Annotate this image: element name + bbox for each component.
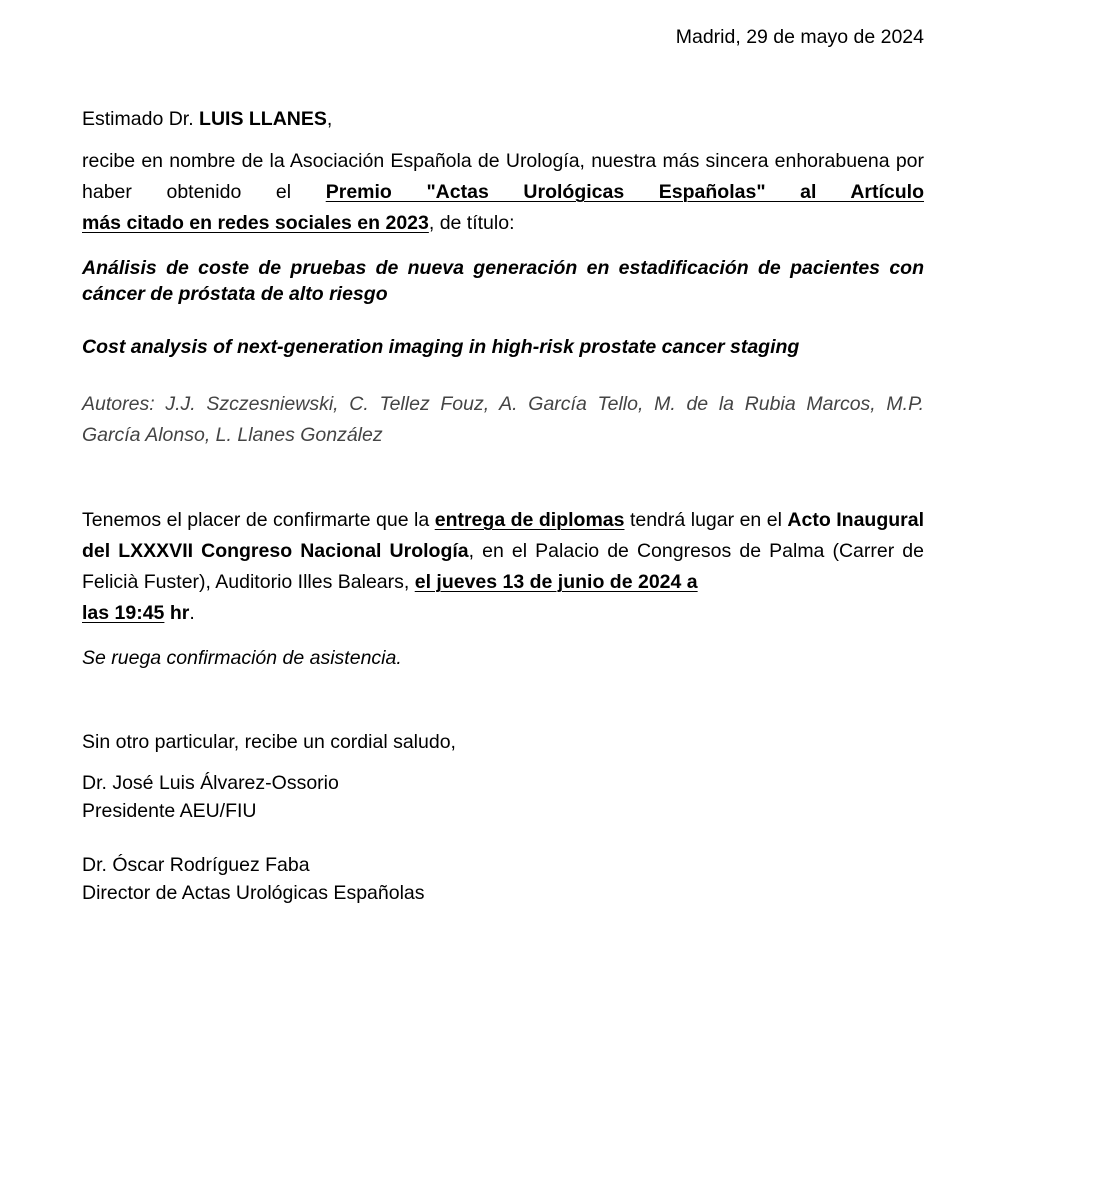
salutation — [82, 104, 924, 135]
article-title-spanish: Análisis de coste de pruebas de nueva generación en estadificación de pacientes con cáncer de próstata de alto riesgo — [82, 257, 924, 305]
event-date-line1: el jueves 13 de junio de 2024 a — [414, 571, 698, 593]
signatory-1 — [82, 769, 924, 825]
ceremony-paragraph — [82, 505, 924, 629]
intro-text-before: recibe en nombre de la Asociación Española de Urología, nuestra más sincera enhorabuena por haber obtenido el — [82, 150, 924, 203]
place-date: Madrid, 29 de mayo de 2024 — [675, 26, 924, 48]
recipient-name: LUIS LLANES — [199, 108, 327, 130]
ceremony-text-4: . — [189, 602, 195, 624]
event-name: Acto Inaugural del LXXXVII Congreso Nacional Urología — [82, 509, 924, 562]
salutation-suffix: , — [326, 108, 333, 130]
signatory-name: Dr. José Luis Álvarez-Ossorio — [82, 772, 339, 794]
signatory-2 — [82, 851, 924, 907]
diplomas-delivery: entrega de diplomas — [434, 509, 625, 531]
signatory-role: Director de Actas Urológicas Españolas — [82, 882, 425, 904]
ceremony-text-3: , en el Palacio de Congresos de Palma (Carrer de Felicià Fuster), Auditorio Illes Balears, — [82, 540, 925, 593]
salutation-prefix: Estimado Dr. — [82, 108, 200, 130]
authors-line1: Autores: J.J. Szczesniewski, C. Tellez Fouz, A. García Tello, M. de la Rubia Marcos, M.P. — [82, 393, 924, 415]
authors-line2: García Alonso, L. Llanes González — [82, 424, 383, 446]
authors — [82, 389, 924, 451]
event-date-line2: las 19:45 — [82, 602, 165, 624]
ceremony-text-1: Tenemos el placer de confirmarte que la — [82, 509, 435, 531]
signatory-role: Presidente AEU/FIU — [82, 800, 257, 822]
award-name-line1: Premio "Actas Urológicas Españolas" al Artículo — [325, 181, 925, 203]
rsvp-note: Se ruega confirmación de asistencia. — [82, 647, 402, 669]
event-date-hr: hr — [164, 602, 190, 624]
article-title-english: Cost analysis of next-generation imaging in high-risk prostate cancer staging — [82, 336, 800, 358]
closing-line: Sin otro particular, recibe un cordial saludo, — [82, 731, 456, 753]
intro-paragraph — [82, 146, 924, 239]
ceremony-text-2: tendrá lugar en el — [624, 509, 788, 531]
signatory-name: Dr. Óscar Rodríguez Faba — [82, 854, 310, 876]
intro-text-after: , de título: — [428, 212, 515, 234]
award-name-line2: más citado en redes sociales en 2023 — [82, 212, 429, 234]
